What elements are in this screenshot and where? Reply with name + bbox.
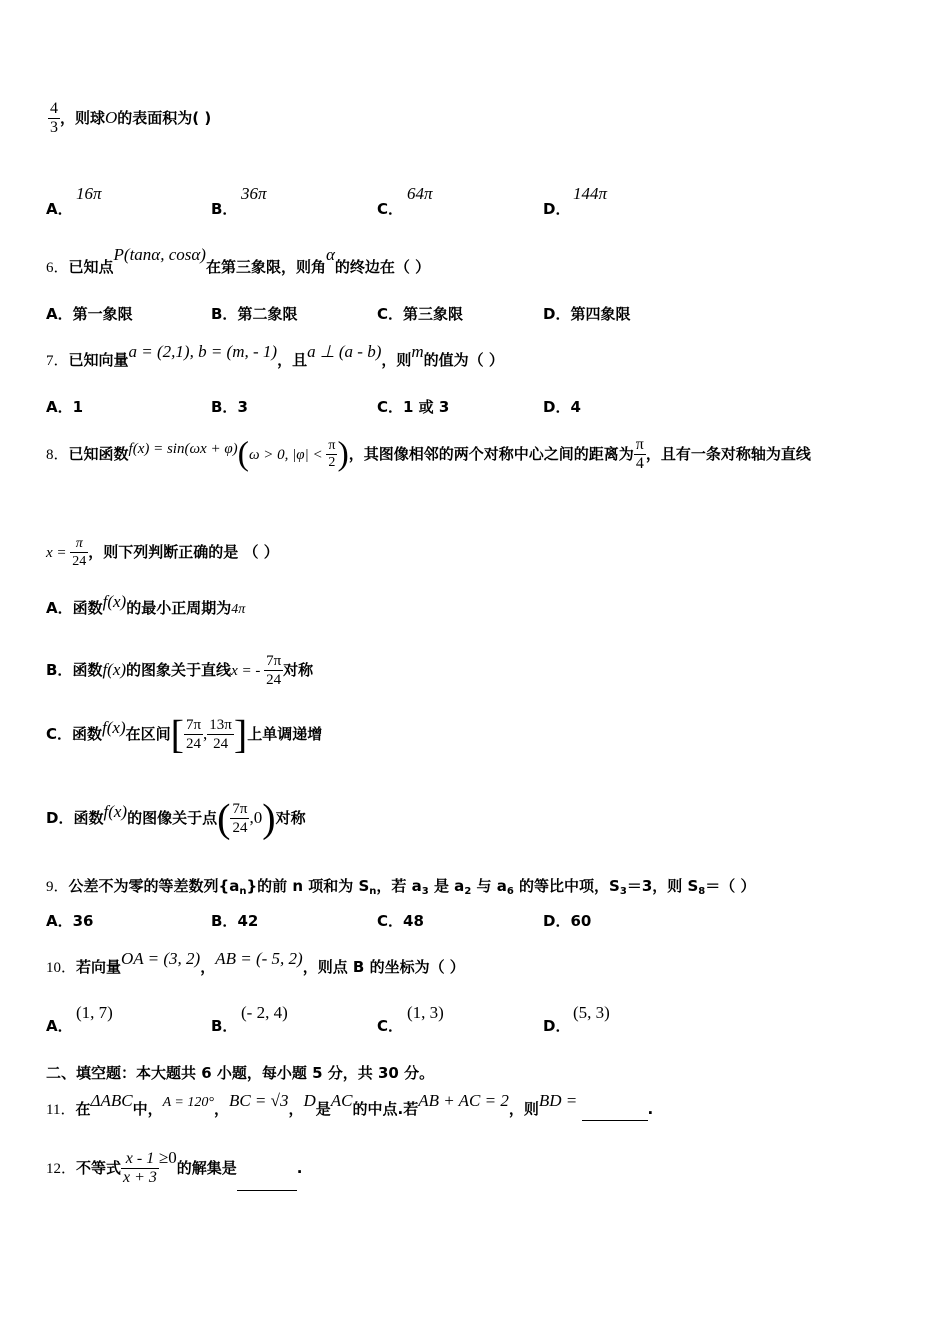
q6-option-c: C．第三象限	[377, 305, 464, 323]
q10-option-b-label: B．	[211, 1017, 238, 1035]
q8-function: f(x) = sin(ωx + φ)	[128, 441, 238, 457]
q12-fraction: $\frac{x - 1}{x + 3}$	[123, 1150, 157, 1186]
q6-option-a: A．第一象限	[46, 305, 133, 323]
q5-option-c-value: 64π	[407, 184, 433, 203]
q5-option-a-value: 16π	[76, 184, 102, 203]
q10-option-c-label: C．	[377, 1017, 404, 1035]
q5-fraction: $\frac{4}{3}$	[50, 100, 58, 136]
q6-point: P(tanα, cosα)	[113, 245, 206, 264]
q10-vector-oa: OA = (3, 2)	[121, 949, 201, 968]
q11-stem: 11．在ΔABC中，A = 120°，BC = √3，D是AC的中点.若AB + AC = 2，则BD = .	[46, 1099, 653, 1121]
q7-option-b: B．3	[211, 398, 248, 416]
q8-stem: 8．已知函数f(x) = sin(ωx + φ)(ω > 0, |φ| < $\frac{\pi}{2}$ )，其图像相邻的两个对称中心之间的距离为 $\frac{\pi}{4}$ ，且有一条对称轴为直线	[46, 435, 811, 473]
q10-option-d-value: (5, 3)	[573, 1003, 610, 1022]
q7-stem: 7．已知向量a = (2,1), b = (m, - 1)，且a ⊥ (a - b)，则m的值为（ ）	[46, 342, 504, 369]
q7-option-d: D．4	[543, 398, 581, 416]
q10-option-c-value: (1, 3)	[407, 1003, 444, 1022]
q6-option-d: D．第四象限	[543, 305, 631, 323]
q9-option-d: D．60	[543, 912, 592, 930]
q10-vector-ab: AB = (- 5, 2)	[215, 949, 303, 968]
q7-option-c: C．1 或 3	[377, 398, 450, 416]
q8-option-a: A．函数f(x)的最小正周期为4π	[46, 592, 246, 617]
q6-option-b: B．第二象限	[211, 305, 298, 323]
q5-option-b-value: 36π	[241, 184, 267, 203]
q10-option-b-value: (- 2, 4)	[241, 1003, 288, 1022]
q5-option-a-label: A．	[46, 200, 73, 218]
q9-option-c: C．48	[377, 912, 424, 930]
q8-distance: $\frac{\pi}{4}$	[635, 436, 644, 472]
q10-option-d-label: D．	[543, 1017, 571, 1035]
q9-option-a: A．36	[46, 912, 94, 930]
q5-stem: $\frac{4}{3}$ ，则球O的表面积为( )	[50, 100, 212, 136]
q10-option-a-label: A．	[46, 1017, 73, 1035]
q6-stem: 6．已知点P(tanα, cosα)在第三象限，则角α的终边在（ ）	[46, 245, 431, 276]
q9-option-b: B．42	[211, 912, 259, 930]
q11-answer-blank[interactable]	[582, 1104, 648, 1121]
q8-stem-cont: x = $\frac{\pi}{24}$ ，则下列判断正确的是 （ ）	[46, 536, 279, 569]
q5-option-c-label: C．	[377, 200, 404, 218]
q12-answer-blank[interactable]	[237, 1174, 297, 1191]
q10-stem: 10．若向量OA = (3, 2)，AB = (- 5, 2)，则点 B 的坐标为（ ）	[46, 949, 465, 976]
q5-option-b-label: B．	[211, 200, 238, 218]
q8-option-c: C．函数f(x)在区间[ $\frac{7\pi}{24}$ , $\frac{13\pi}{24}$ ]上单调递增	[46, 711, 323, 757]
section-title-fill-in: 二、填空题：本大题共 6 小题，每小题 5 分，共 30 分。	[46, 1064, 435, 1082]
q8-option-b: B．函数f(x)的图象关于直线x = - $\frac{7\pi}{24}$ 对称	[46, 653, 314, 688]
q12-stem: 12．不等式 $\frac{x - 1}{x + 3}$ ≥0的解集是 .	[46, 1146, 303, 1191]
q10-option-a-value: (1, 7)	[76, 1003, 113, 1022]
q7-option-a: A．1	[46, 398, 84, 416]
q8-option-d: D．函数f(x)的图像关于点( $\frac{7\pi}{24}$ ,0)对称	[46, 795, 306, 841]
q9-stem: 9．公差不为零的等差数列$\{a_n\}$的前 n 项和为 $S_n$，若 $a_3$ 是 $a_2$ 与 $a_6$ 的等比中项，$S_3=3$，则 $S_8=$（ ）	[46, 877, 756, 897]
q5-option-d-label: D．	[543, 200, 571, 218]
q7-vectors: a = (2,1), b = (m, - 1)	[128, 342, 278, 361]
q5-option-d-value: 144π	[573, 184, 608, 203]
